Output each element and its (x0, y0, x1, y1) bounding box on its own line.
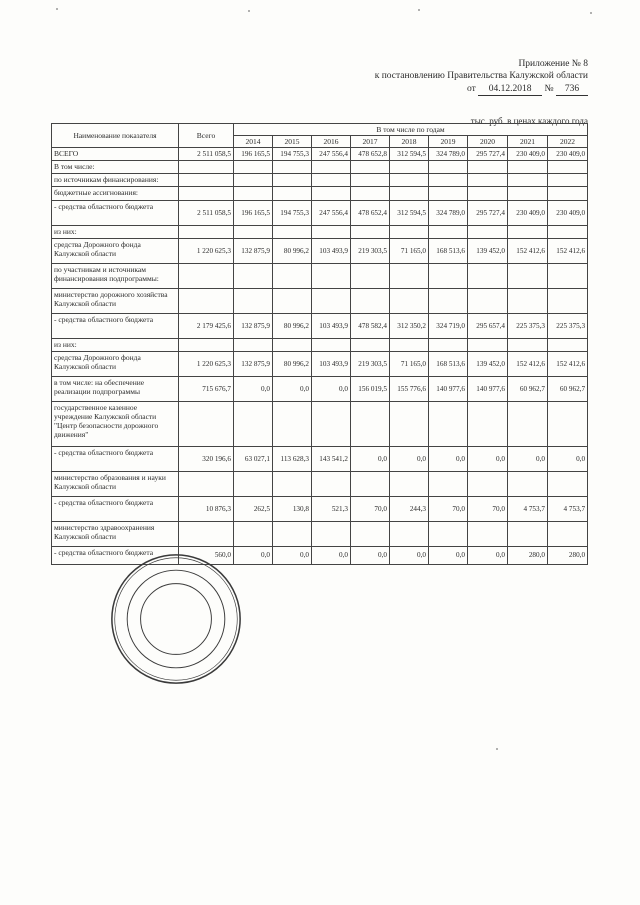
cell-year-value (508, 339, 548, 352)
cell-year-value (351, 402, 390, 447)
table-row (52, 339, 588, 352)
document-date: 04.12.2018 (478, 83, 542, 96)
col-header-year: 2015 (273, 136, 312, 148)
cell-year-value (548, 522, 588, 547)
cell-year-value: 194 755,3 (273, 148, 312, 161)
cell-year-value: 230 409,0 (548, 201, 588, 226)
col-header-name: Наименование показателя (52, 124, 179, 148)
number-label: № (544, 84, 554, 94)
cell-year-value: 132 875,9 (234, 239, 273, 264)
cell-year-value (429, 472, 468, 497)
cell-year-value (468, 226, 508, 239)
cell-year-value (351, 289, 390, 314)
cell-total: 2 511 058,5 (179, 201, 234, 226)
cell-total (179, 402, 234, 447)
cell-year-value (429, 339, 468, 352)
cell-year-value (351, 264, 390, 289)
cell-year-value (429, 264, 468, 289)
cell-year-value: 280,0 (508, 547, 548, 565)
cell-year-value (548, 264, 588, 289)
cell-year-value: 324 719,0 (429, 314, 468, 339)
cell-year-value (351, 187, 390, 201)
cell-year-value: 103 493,9 (312, 239, 351, 264)
cell-total (179, 522, 234, 547)
cell-year-value (468, 522, 508, 547)
row-label: средства Дорожного фонда Калужской области (52, 352, 179, 377)
cell-year-value: 0,0 (390, 547, 429, 565)
cell-total (179, 339, 234, 352)
cell-year-value (234, 522, 273, 547)
cell-year-value: 152 412,6 (508, 239, 548, 264)
cell-year-value (234, 472, 273, 497)
cell-year-value (312, 472, 351, 497)
col-header-year: 2020 (468, 136, 508, 148)
row-label: средства Дорожного фонда Калужской области (52, 239, 179, 264)
cell-year-value (273, 472, 312, 497)
cell-year-value (429, 402, 468, 447)
cell-year-value (468, 187, 508, 201)
cell-year-value: 0,0 (468, 547, 508, 565)
row-label: из них: (52, 339, 179, 352)
row-label: министерство дорожного хозяйства Калужской области (52, 289, 179, 314)
financing-table (51, 123, 588, 565)
cell-year-value (273, 289, 312, 314)
cell-total: 2 511 058,5 (179, 148, 234, 161)
cell-year-value: 312 594,5 (390, 148, 429, 161)
cell-year-value: 194 755,3 (273, 201, 312, 226)
cell-year-value (468, 161, 508, 174)
row-label: в том числе: на обеспечение реализации подпрограммы (52, 377, 179, 402)
cell-year-value: 262,5 (234, 497, 273, 522)
cell-year-value: 140 977,6 (429, 377, 468, 402)
cell-year-value (351, 174, 390, 187)
col-header-year: 2014 (234, 136, 273, 148)
cell-year-value: 103 493,9 (312, 314, 351, 339)
cell-year-value (273, 339, 312, 352)
cell-total (179, 187, 234, 201)
cell-year-value: 0,0 (273, 377, 312, 402)
row-label: ВСЕГО (52, 148, 179, 161)
col-header-year: 2022 (548, 136, 588, 148)
row-label: из них: (52, 226, 179, 239)
cell-year-value (548, 226, 588, 239)
table-row (52, 161, 588, 174)
cell-year-value: 143 541,2 (312, 447, 351, 472)
cell-year-value: 60 962,7 (508, 377, 548, 402)
cell-year-value: 168 513,6 (429, 239, 468, 264)
cell-year-value: 247 556,4 (312, 148, 351, 161)
table-row (52, 187, 588, 201)
cell-year-value: 70,0 (351, 497, 390, 522)
cell-year-value (234, 264, 273, 289)
cell-year-value: 478 652,4 (351, 201, 390, 226)
col-header-year: 2019 (429, 136, 468, 148)
cell-year-value (429, 161, 468, 174)
cell-year-value: 130,8 (273, 497, 312, 522)
cell-year-value (429, 187, 468, 201)
cell-year-value (351, 226, 390, 239)
cell-year-value: 0,0 (234, 377, 273, 402)
cell-total: 1 220 625,3 (179, 352, 234, 377)
cell-year-value: 0,0 (390, 447, 429, 472)
cell-year-value: 0,0 (429, 447, 468, 472)
cell-year-value (390, 522, 429, 547)
cell-year-value: 230 409,0 (508, 148, 548, 161)
cell-year-value (468, 472, 508, 497)
cell-year-value: 80 996,2 (273, 352, 312, 377)
cell-year-value: 103 493,9 (312, 352, 351, 377)
cell-year-value: 71 165,0 (390, 352, 429, 377)
cell-year-value (273, 174, 312, 187)
cell-year-value (312, 339, 351, 352)
cell-year-value (273, 187, 312, 201)
cell-year-value: 80 996,2 (273, 314, 312, 339)
cell-year-value: 225 375,3 (508, 314, 548, 339)
cell-year-value (390, 289, 429, 314)
cell-year-value (508, 264, 548, 289)
cell-year-value (548, 339, 588, 352)
cell-year-value: 196 165,5 (234, 148, 273, 161)
cell-year-value: 230 409,0 (548, 148, 588, 161)
cell-year-value (390, 174, 429, 187)
table-row (52, 522, 588, 547)
row-label: - средства областного бюджета (52, 547, 179, 565)
cell-total (179, 174, 234, 187)
table-row (52, 239, 588, 264)
cell-total: 2 179 425,6 (179, 314, 234, 339)
table-row (52, 447, 588, 472)
cell-total: 1 220 625,3 (179, 239, 234, 264)
cell-year-value: 324 789,0 (429, 148, 468, 161)
cell-year-value: 71 165,0 (390, 239, 429, 264)
table-row (52, 226, 588, 239)
cell-year-value (390, 264, 429, 289)
cell-year-value: 0,0 (429, 547, 468, 565)
cell-year-value (508, 472, 548, 497)
cell-year-value: 155 776,6 (390, 377, 429, 402)
table-row (52, 314, 588, 339)
cell-year-value: 113 628,3 (273, 447, 312, 472)
cell-total (179, 264, 234, 289)
cell-year-value (548, 174, 588, 187)
cell-year-value (508, 161, 548, 174)
cell-year-value (508, 187, 548, 201)
cell-year-value: 140 977,6 (468, 377, 508, 402)
table-row (52, 148, 588, 161)
cell-year-value: 312 594,5 (390, 201, 429, 226)
appendix-title: Приложение № 8 (518, 59, 588, 69)
cell-year-value: 295 727,4 (468, 201, 508, 226)
cell-year-value (351, 161, 390, 174)
cell-year-value (548, 472, 588, 497)
col-header-year: 2016 (312, 136, 351, 148)
cell-year-value (390, 187, 429, 201)
cell-year-value (351, 522, 390, 547)
cell-year-value (548, 289, 588, 314)
cell-year-value: 60 962,7 (548, 377, 588, 402)
cell-year-value (548, 161, 588, 174)
cell-year-value: 247 556,4 (312, 201, 351, 226)
cell-year-value: 478 582,4 (351, 314, 390, 339)
cell-year-value (273, 226, 312, 239)
cell-year-value: 230 409,0 (508, 201, 548, 226)
cell-year-value: 139 452,0 (468, 239, 508, 264)
cell-year-value (390, 339, 429, 352)
cell-year-value: 156 019,5 (351, 377, 390, 402)
table-row (52, 497, 588, 522)
col-header-year: 2018 (390, 136, 429, 148)
cell-year-value: 219 303,5 (351, 352, 390, 377)
cell-year-value: 152 412,6 (548, 352, 588, 377)
cell-year-value (312, 264, 351, 289)
cell-year-value: 0,0 (351, 447, 390, 472)
cell-year-value: 295 657,4 (468, 314, 508, 339)
cell-total: 715 676,7 (179, 377, 234, 402)
cell-year-value: 0,0 (548, 447, 588, 472)
cell-total (179, 161, 234, 174)
cell-year-value (312, 161, 351, 174)
cell-year-value: 168 513,6 (429, 352, 468, 377)
cell-year-value (312, 522, 351, 547)
row-label: по источникам финансирования: (52, 174, 179, 187)
document-number: 736 (556, 83, 588, 96)
from-label: от (467, 84, 476, 94)
cell-year-value (390, 472, 429, 497)
table-row (52, 472, 588, 497)
cell-year-value (508, 289, 548, 314)
cell-year-value (351, 339, 390, 352)
cell-year-value: 139 452,0 (468, 352, 508, 377)
cell-year-value: 244,3 (390, 497, 429, 522)
table-row (52, 377, 588, 402)
table-row (52, 264, 588, 289)
row-label: - средства областного бюджета (52, 314, 179, 339)
cell-year-value: 0,0 (312, 377, 351, 402)
cell-year-value (468, 402, 508, 447)
cell-year-value (234, 174, 273, 187)
cell-year-value: 0,0 (468, 447, 508, 472)
cell-total: 10 876,3 (179, 497, 234, 522)
table-row (52, 201, 588, 226)
cell-year-value (468, 174, 508, 187)
cell-year-value: 295 727,4 (468, 148, 508, 161)
cell-year-value (429, 226, 468, 239)
col-header-year: 2021 (508, 136, 548, 148)
cell-year-value: 225 375,3 (548, 314, 588, 339)
cell-year-value: 324 789,0 (429, 201, 468, 226)
cell-year-value (234, 226, 273, 239)
table-row (52, 289, 588, 314)
cell-year-value (548, 402, 588, 447)
cell-year-value (273, 264, 312, 289)
cell-year-value (234, 161, 273, 174)
cell-year-value: 70,0 (468, 497, 508, 522)
col-header-years-group: В том числе по годам (234, 124, 588, 136)
cell-year-value: 0,0 (273, 547, 312, 565)
cell-year-value: 0,0 (351, 547, 390, 565)
row-label: - средства областного бюджета (52, 497, 179, 522)
cell-total (179, 289, 234, 314)
cell-total: 320 196,6 (179, 447, 234, 472)
cell-year-value (429, 174, 468, 187)
cell-year-value: 132 875,9 (234, 352, 273, 377)
cell-year-value (508, 174, 548, 187)
row-label: - средства областного бюджета (52, 447, 179, 472)
cell-year-value: 0,0 (312, 547, 351, 565)
cell-year-value (468, 264, 508, 289)
cell-year-value: 80 996,2 (273, 239, 312, 264)
cell-year-value (312, 174, 351, 187)
row-label: министерство здравоохранения Калужской области (52, 522, 179, 547)
cell-year-value (312, 289, 351, 314)
cell-year-value (429, 289, 468, 314)
col-header-year: 2017 (351, 136, 390, 148)
cell-year-value (234, 289, 273, 314)
cell-year-value (273, 402, 312, 447)
cell-year-value: 132 875,9 (234, 314, 273, 339)
cell-year-value: 196 165,5 (234, 201, 273, 226)
row-label: бюджетные ассигнования: (52, 187, 179, 201)
cell-year-value (351, 472, 390, 497)
cell-year-value: 0,0 (508, 447, 548, 472)
table-row (52, 352, 588, 377)
cell-year-value: 63 027,1 (234, 447, 273, 472)
cell-year-value (508, 522, 548, 547)
appendix-subtitle: к постановлению Правительства Калужской области (374, 71, 588, 81)
cell-year-value: 312 350,2 (390, 314, 429, 339)
cell-year-value (234, 402, 273, 447)
table-row (52, 402, 588, 447)
cell-year-value (390, 161, 429, 174)
cell-year-value (508, 402, 548, 447)
cell-year-value (312, 226, 351, 239)
cell-year-value (390, 226, 429, 239)
cell-year-value (390, 402, 429, 447)
cell-year-value (312, 402, 351, 447)
cell-year-value (273, 161, 312, 174)
cell-year-value (234, 187, 273, 201)
cell-total: 560,0 (179, 547, 234, 565)
col-header-total: Всего (179, 124, 234, 148)
cell-year-value (548, 187, 588, 201)
row-label: В том числе: (52, 161, 179, 174)
cell-year-value: 4 753,7 (548, 497, 588, 522)
row-label: - средства областного бюджета (52, 201, 179, 226)
cell-year-value: 152 412,6 (508, 352, 548, 377)
appendix-date-line (328, 83, 588, 96)
units-note: тыс. руб. в ценах каждого года (470, 116, 588, 126)
row-label: министерство образования и науки Калужской области (52, 472, 179, 497)
cell-year-value (429, 522, 468, 547)
cell-year-value (468, 339, 508, 352)
cell-total (179, 472, 234, 497)
cell-year-value (234, 339, 273, 352)
cell-year-value: 280,0 (548, 547, 588, 565)
cell-year-value: 219 303,5 (351, 239, 390, 264)
cell-year-value (312, 187, 351, 201)
official-seal (109, 552, 243, 686)
cell-year-value: 70,0 (429, 497, 468, 522)
row-label: по участникам и источникам финансирования подпрограммы: (52, 264, 179, 289)
cell-year-value: 0,0 (234, 547, 273, 565)
row-label: государственное казенное учреждение Калужской области "Центр безопасности дорожного движения" (52, 402, 179, 447)
document-header (328, 58, 588, 96)
cell-total (179, 226, 234, 239)
table-row (52, 174, 588, 187)
cell-year-value (508, 226, 548, 239)
cell-year-value (273, 522, 312, 547)
cell-year-value: 521,3 (312, 497, 351, 522)
cell-year-value: 152 412,6 (548, 239, 588, 264)
cell-year-value: 478 652,8 (351, 148, 390, 161)
cell-year-value: 4 753,7 (508, 497, 548, 522)
cell-year-value (468, 289, 508, 314)
